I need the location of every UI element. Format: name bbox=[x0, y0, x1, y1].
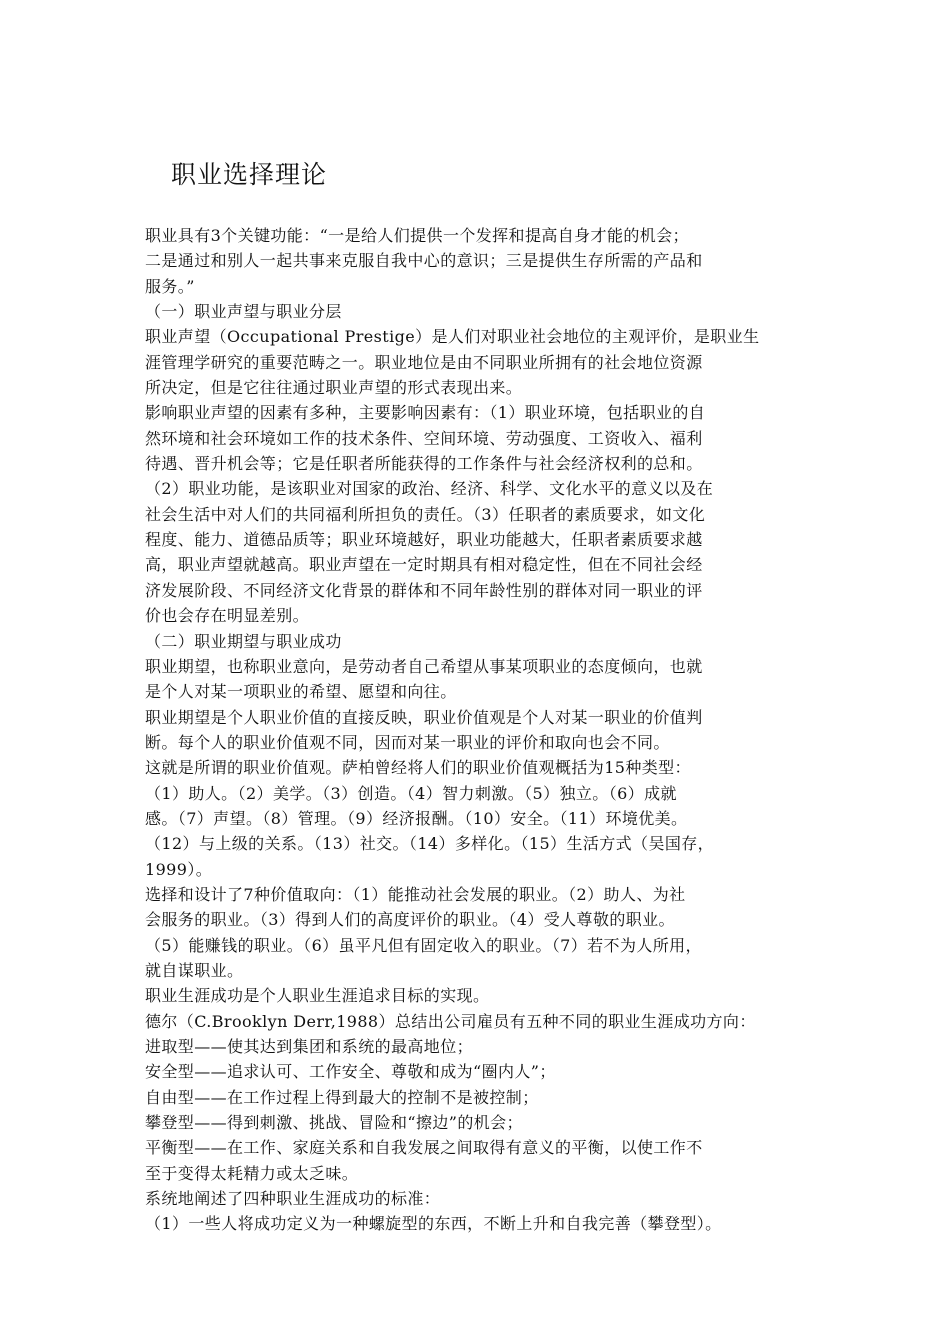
text-line: 职业生涯成功是个人职业生涯追求目标的实现。 bbox=[145, 986, 490, 1006]
text-line: 至于变得太耗精力或太乏味。 bbox=[145, 1163, 359, 1183]
document-body bbox=[145, 223, 825, 1237]
text-line: 济发展阶段、不同经济文化背景的群体和不同年龄性别的群体对同一职业的评 bbox=[145, 580, 703, 600]
text-line: 就自谋职业。 bbox=[145, 960, 244, 980]
text-line: （一）职业声望与职业分层 bbox=[145, 302, 342, 322]
text-line: （1）一些人将成功定义为一种螺旋型的东西，不断上升和自我完善（攀登型）。 bbox=[145, 1214, 722, 1234]
text-line: 自由型——在工作过程上得到最大的控制不是被控制； bbox=[145, 1087, 539, 1107]
text-line: （5）能赚钱的职业。（6）虽平凡但有固定收入的职业。（7）若不为人所用， bbox=[145, 935, 702, 955]
text-line: 安全型——追求认可、工作安全、尊敬和成为“圈内人”； bbox=[145, 1062, 556, 1082]
text-line: 职业具有3个关键功能：“一是给人们提供一个发挥和提高自身才能的机会； bbox=[145, 226, 689, 245]
text-line: 涯管理学研究的重要范畴之一。职业地位是由不同职业所拥有的社会地位资源 bbox=[145, 352, 703, 372]
text-line: 职业声望（Occupational Prestige）是人们对职业社会地位的主观评价，是职业生 bbox=[145, 327, 760, 347]
text-line: （2）职业功能，是该职业对国家的政治、经济、科学、文化水平的意义以及在 bbox=[145, 479, 714, 499]
text-line: 平衡型——在工作、家庭关系和自我发展之间取得有意义的平衡，以使工作不 bbox=[145, 1138, 703, 1158]
text-line: 程度、能力、道德品质等；职业环境越好，职业功能越大，任职者素质要求越 bbox=[145, 530, 703, 550]
text-line: 德尔（C.Brooklyn Derr,1988）总结出公司雇员有五种不同的职业生涯成功方向： bbox=[145, 1011, 756, 1031]
text-line: 系统地阐述了四种职业生涯成功的标准： bbox=[145, 1189, 441, 1209]
text-line: 高，职业声望就越高。职业声望在一定时期具有相对稳定性，但在不同社会经 bbox=[145, 555, 703, 575]
text-line: 1999）。 bbox=[145, 859, 213, 879]
text-line: 待遇、晋升机会等；它是任职者所能获得的工作条件与社会经济权利的总和。 bbox=[145, 454, 703, 474]
text-line: 服务。” bbox=[145, 276, 195, 296]
text-line: （二）职业期望与职业成功 bbox=[145, 631, 342, 651]
text-line: 选择和设计了7种价值取向：（1）能推动社会发展的职业。（2）助人、为社 bbox=[145, 884, 686, 904]
text-line: 进取型——使其达到集团和系统的最高地位； bbox=[145, 1037, 474, 1056]
text-line: 社会生活中对人们的共同福利所担负的责任。（3）任职者的素质要求，如文化 bbox=[145, 504, 706, 524]
text-line: 这就是所谓的职业价值观。萨柏曾经将人们的职业价值观概括为15种类型： bbox=[145, 758, 691, 778]
text-line: 二是通过和别人一起共事来克服自我中心的意识；三是提供生存所需的产品和 bbox=[145, 251, 703, 271]
text-line: 然环境和社会环境如工作的技术条件、空间环境、劳动强度、工资收入、福利 bbox=[145, 428, 703, 448]
text-line: 是个人对某一项职业的希望、愿望和向往。 bbox=[145, 682, 457, 702]
document-title: 职业选择理论 bbox=[171, 160, 328, 189]
text-line: 攀登型——得到刺激、挑战、冒险和“擦边”的机会； bbox=[145, 1113, 523, 1133]
text-line: （1）助人。（2）美学。（3）创造。（4）智力刺激。（5）独立。（6）成就 bbox=[145, 783, 677, 803]
text-line: 断。每个人的职业价值观不同，因而对某一职业的评价和取向也会不同。 bbox=[145, 732, 670, 752]
text-line: 价也会存在明显差别。 bbox=[145, 606, 310, 626]
text-line: 感。（7）声望。（8）管理。（9）经济报酬。（10）安全。（11）环境优美。 bbox=[145, 808, 688, 828]
text-line: 影响职业声望的因素有多种，主要影响因素有：（1）职业环境，包括职业的自 bbox=[145, 403, 706, 423]
text-line: 所决定，但是它往往通过职业声望的形式表现出来。 bbox=[145, 378, 523, 398]
text-line: （12）与上级的关系。（13）社交。（14）多样化。（15）生活方式（吴国存， bbox=[145, 834, 715, 854]
text-line: 会服务的职业。（3）得到人们的高度评价的职业。（4）受人尊敬的职业。 bbox=[145, 910, 675, 930]
text-line: 职业期望是个人职业价值的直接反映，职业价值观是个人对某一职业的价值判 bbox=[145, 707, 703, 727]
text-line: 职业期望，也称职业意向，是劳动者自己希望从事某项职业的态度倾向，也就 bbox=[145, 656, 703, 676]
